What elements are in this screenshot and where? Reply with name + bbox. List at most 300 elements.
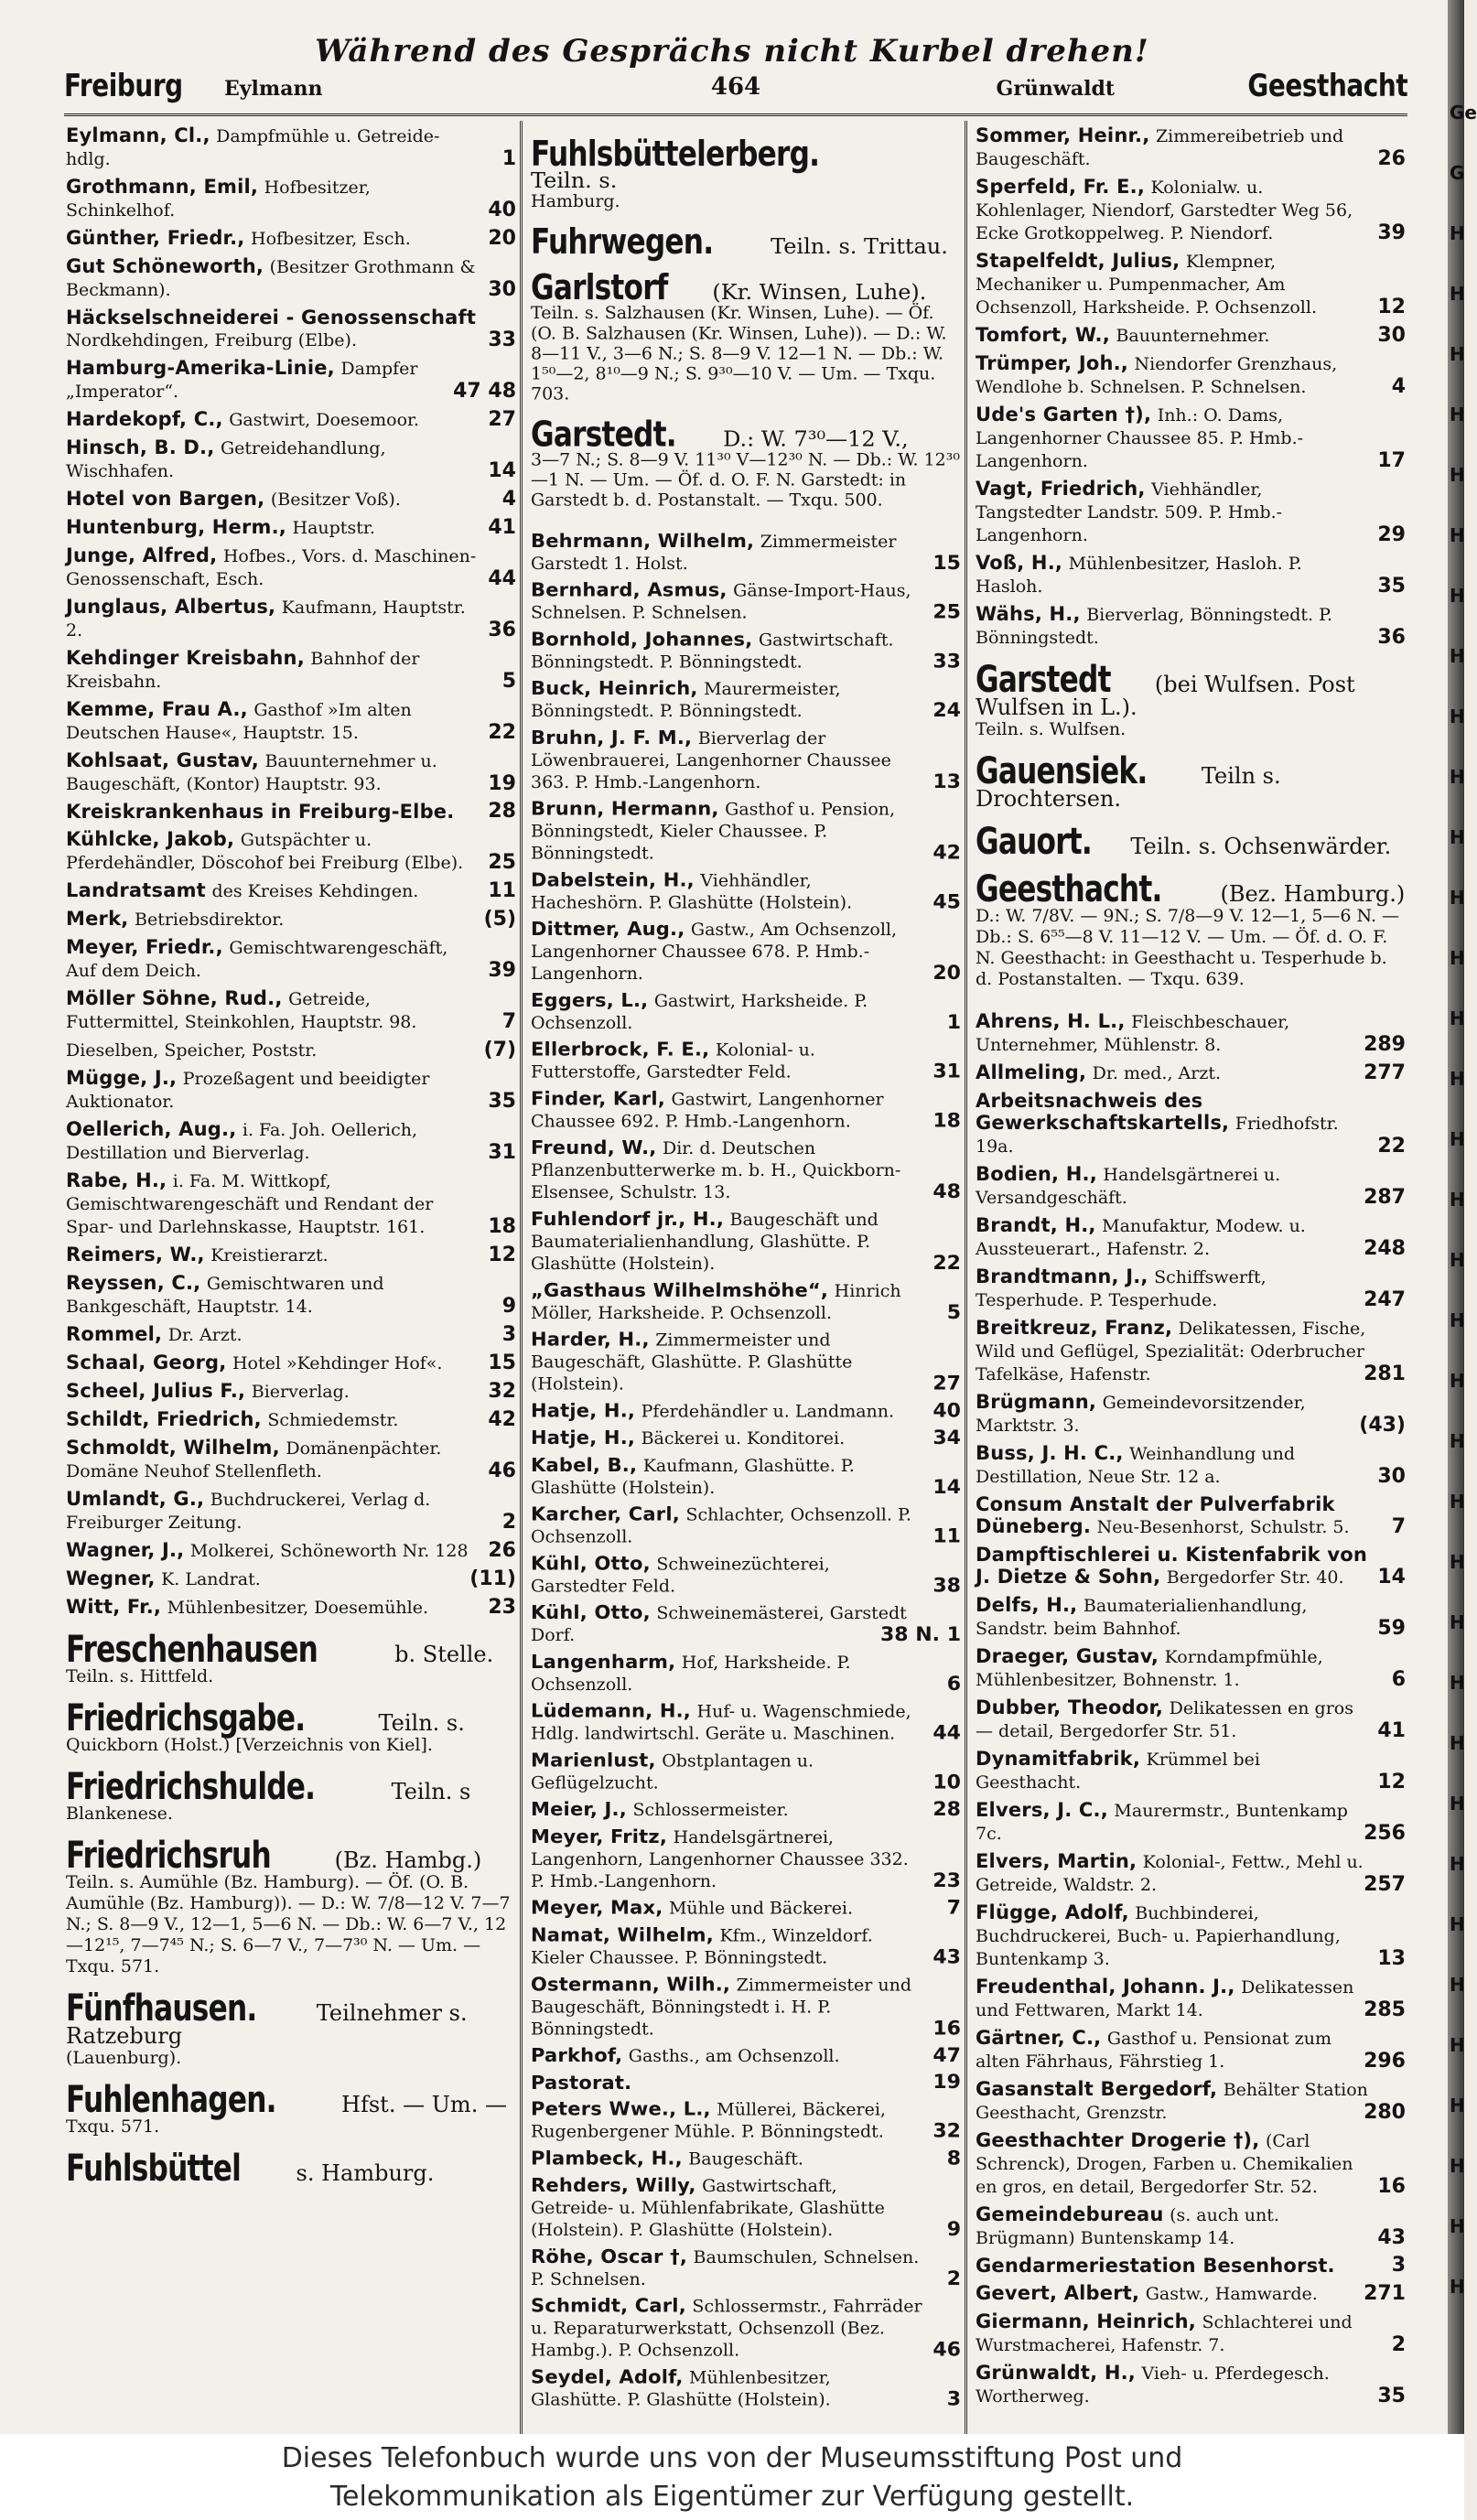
- listing-entry: [976, 1594, 1406, 1640]
- listing-name: Witt, Fr.,: [66, 1596, 162, 1618]
- listing-description: Buchdruckerei, Verlag d. Freiburger Zeitung.: [66, 1490, 431, 1533]
- listing-description: Schmiedemstr.: [267, 1410, 399, 1430]
- place-block: [66, 1697, 516, 1756]
- listing-entry: [976, 603, 1406, 649]
- listing-entry: [976, 1163, 1406, 1209]
- listing-phone-number: 46: [933, 2339, 961, 2362]
- listing-phone-number: 30: [1377, 1465, 1406, 1488]
- adjacent-page-letter: H: [1450, 404, 1465, 425]
- listing-description: Dr. med., Arzt.: [1092, 1063, 1222, 1083]
- listing-description: Gemeindevorsitzender, Marktstr. 3.: [976, 1393, 1306, 1436]
- listing-entry: [531, 1039, 961, 1082]
- listing-phone-number: 39: [488, 959, 516, 982]
- listing-name: Vagt, Friedrich,: [976, 478, 1146, 500]
- adjacent-page-letter: H: [1450, 1430, 1465, 1452]
- listing-name: Finder, Karl,: [531, 1088, 665, 1110]
- listing-entry: [66, 1380, 516, 1403]
- adjacent-page-letters: [1450, 82, 1477, 2317]
- listing-name: Allmeling,: [976, 1061, 1087, 1083]
- listing-entry: [531, 1974, 961, 2040]
- listing-phone-number: 22: [933, 1252, 961, 1275]
- listing-entry: [531, 2295, 961, 2361]
- listing-name: Wegner,: [66, 1567, 156, 1589]
- place-qualifier: Teiln. s. Trittau.: [771, 234, 948, 259]
- listing-entry: [66, 879, 516, 902]
- listing-description: Neu-Besenhorst, Schulstr. 5.: [1096, 1517, 1350, 1537]
- listing-name: Tomfort, W.,: [976, 324, 1110, 346]
- listing-name: Namat, Wilhelm,: [531, 1924, 714, 1946]
- listing-entry: [66, 124, 516, 170]
- listing-description: Hof, Harksheide. P. Ochsenzoll.: [531, 1653, 851, 1695]
- listing-entry: [976, 352, 1406, 398]
- listing-phone-number: 6: [946, 1673, 961, 1696]
- listing-entry: [66, 1244, 516, 1266]
- listing-entry: [976, 2282, 1406, 2305]
- listing-name: Peters Wwe., L.,: [531, 2098, 711, 2120]
- listing-name: Arbeitsnachweis des Gewerkschaftskartells,: [976, 1090, 1230, 1134]
- listing-phone-number: 27: [488, 408, 516, 431]
- adjacent-page-letter: H: [1450, 947, 1465, 969]
- adjacent-page-letter: H: [1450, 1793, 1465, 1815]
- column-3: [976, 124, 1406, 2413]
- listing-entry: [66, 1039, 516, 1061]
- place-heading-line: [66, 2148, 516, 2190]
- listing-phone-number: 2: [946, 2267, 961, 2290]
- place-block: [976, 659, 1406, 740]
- listing-entry: [976, 2310, 1406, 2356]
- listing-phone-number: 22: [488, 721, 516, 744]
- listing-name: Ude's Garten †),: [976, 404, 1152, 425]
- listing-phone-number: 39: [1377, 221, 1406, 244]
- listing-phone-number: 3: [501, 1323, 516, 1346]
- listing-entry: [66, 1352, 516, 1374]
- listing-name: Rehders, Willy,: [531, 2174, 696, 2196]
- listing-description: Krümmel bei Geesthacht.: [976, 1750, 1260, 1793]
- listing-description: Kolonialw. u. Kohlenlager, Niendorf, Garstedter Weg 56, Ecke Grotkoppelweg. P. Niendorf.: [976, 178, 1353, 243]
- listing-name: Huntenburg, Herm.,: [66, 516, 286, 538]
- listing-phone-number: 14: [488, 459, 516, 482]
- listing-entry: [976, 1850, 1406, 1896]
- place-qualifier: Teiln s. Drochtersen.: [976, 763, 1281, 812]
- listing-description: Hofbes., Vors. d. Maschinen-Genossenschaft, Esch.: [66, 546, 477, 589]
- adjacent-page-letter: H: [1450, 2155, 1465, 2177]
- listing-phone-number: 26: [488, 1539, 516, 1562]
- listing-name: Freund, W.,: [531, 1136, 657, 1159]
- listing-description: Gänse-Import-Haus, Schnelsen. P. Schnelsen.: [531, 581, 911, 623]
- listing-phone-number: 23: [933, 1869, 961, 1892]
- header-left-name: Eylmann: [224, 77, 323, 101]
- listing-phone-number: 44: [933, 1722, 961, 1745]
- listing-name: Gasanstalt Bergedorf,: [976, 2078, 1218, 2100]
- listing-description: Bergedorfer Str. 40.: [1166, 1567, 1344, 1588]
- place-heading: Gauort.: [976, 821, 1093, 863]
- listing-description: Zimmereibetrieb und Baugeschäft.: [976, 126, 1344, 169]
- listing-description: Bierverlag der Löwenbrauerei, Langenhorner Chaussee 363. P. Hmb.-Langenhorn.: [531, 728, 891, 792]
- listing-entry: [66, 544, 516, 590]
- listing-description: Handelsgärtnerei, Langenhorn, Langenhorner Chaussee 332. P. Hmb.-Langenhorn.: [531, 1827, 909, 1891]
- listing-name: Mügge, J.,: [66, 1067, 178, 1089]
- listing-description: Vieh- u. Pferdegesch. Wortherweg.: [976, 2364, 1330, 2407]
- listing-entry: [531, 1329, 961, 1395]
- listing-name: Möller Söhne, Rud.,: [66, 987, 283, 1009]
- listing-name: Gendarmeriestation Besenhorst.: [976, 2255, 1335, 2277]
- place-heading-line: [531, 414, 961, 455]
- listing-description: Gastwirtschaft. Bönningstedt. P. Bönningstedt.: [531, 630, 894, 673]
- listing-entry: [66, 1488, 516, 1534]
- listing-name: Rabe, H.,: [66, 1169, 167, 1191]
- listing-description: Schlachterei und Wurstmacherei, Hafenstr. 7.: [976, 2312, 1353, 2355]
- listing-description: Hofbesitzer, Schinkelhof.: [66, 178, 371, 221]
- adjacent-page-letter: H: [1450, 1853, 1465, 1875]
- listing-description: Kreistierarzt.: [210, 1245, 329, 1265]
- listing-phone-number: (43): [1359, 1414, 1406, 1437]
- listing-phone-number: 4: [1391, 375, 1406, 398]
- listing-name: Umlandt, G.,: [66, 1488, 205, 1510]
- listing-entry: [976, 1442, 1406, 1488]
- col2-places: [531, 134, 961, 511]
- listing-name: Giermann, Heinrich,: [976, 2310, 1196, 2332]
- listing-description: Gastw., Hamwarde.: [1145, 2284, 1318, 2304]
- place-block: [531, 414, 961, 511]
- listing-phone-number: 4: [501, 488, 516, 511]
- listing-entry: [66, 1539, 516, 1562]
- listing-entry: [66, 936, 516, 982]
- col3-entries-top: [976, 124, 1406, 649]
- listing-phone-number: 6: [1391, 1668, 1406, 1691]
- listing-name: Brandt, H.,: [976, 1214, 1096, 1236]
- listing-entry: [66, 596, 516, 641]
- listing-name: Breitkreuz, Franz,: [976, 1317, 1173, 1339]
- listing-description: Mühlenbesitzer, Glashütte. P. Glashütte (Holstein).: [531, 2368, 831, 2410]
- place-block: [66, 1766, 516, 1825]
- listing-phone-number: (5): [483, 908, 516, 931]
- listing-phone-number: 3: [1391, 2254, 1406, 2277]
- listing-name: Meyer, Fritz,: [531, 1825, 668, 1847]
- listing-description: Kolonial- u. Futterstoffe, Garstedter Feld.: [531, 1040, 815, 1082]
- listing-phone-number: 34: [933, 1427, 961, 1449]
- place-qualifier: Teilnehmer s. Ratzeburg: [66, 2000, 468, 2049]
- listing-entry: [531, 2045, 961, 2067]
- listing-name: Wagner, J.,: [66, 1539, 185, 1561]
- listing-name: Hinsch, B. D.,: [66, 436, 215, 458]
- listing-entry: [66, 1596, 516, 1619]
- listing-entry: [66, 307, 516, 351]
- listing-phone-number: 5: [501, 670, 516, 693]
- listing-name: Harder, H.,: [531, 1329, 650, 1351]
- listing-description: Gasthof »Im alten Deutschen Hause«, Hauptstr. 15.: [66, 700, 412, 743]
- listing-phone-number: 11: [933, 1525, 961, 1548]
- listing-phone-number: 33: [933, 651, 961, 673]
- listing-entry: [531, 2148, 961, 2170]
- place-heading-line: [66, 1629, 516, 1671]
- listing-name: Buss, J. H. C.,: [976, 1442, 1124, 1464]
- listing-description: Bäckerei u. Konditorei.: [641, 1428, 846, 1448]
- listing-name: Hotel von Bargen,: [66, 488, 265, 510]
- listing-description: Schlossermeister.: [632, 1800, 789, 1820]
- listing-phone-number: 16: [933, 2018, 961, 2041]
- listing-phone-number: 30: [1377, 324, 1406, 347]
- listing-description: Gastwirt, Langenhorner Chaussee 692. P. Hmb.-Langenhorn.: [531, 1090, 884, 1132]
- listing-entry: [66, 516, 516, 539]
- listing-description: Kolonial-, Fettw., Mehl u. Getreide, Waldstr. 2.: [976, 1852, 1364, 1895]
- listing-entry: [531, 1553, 961, 1597]
- adjacent-page-letter: H: [1450, 1611, 1465, 1633]
- listing-description: Fleischbeschauer, Unternehmer, Mühlenstr. 8.: [976, 1012, 1290, 1055]
- listing-phone-number: 271: [1364, 2282, 1406, 2305]
- listing-name: Flügge, Adolf,: [976, 1901, 1129, 1923]
- listing-entry: [976, 2203, 1406, 2249]
- listing-entry: [976, 1645, 1406, 1691]
- listing-entry: [531, 1137, 961, 1203]
- listing-description: Baumaterialienhandlung, Sandstr. beim Bahnhof.: [976, 1596, 1308, 1639]
- listing-description: Gastwirt, Harksheide. P. Ochsenzoll.: [531, 991, 868, 1033]
- listing-entry: [976, 1391, 1406, 1437]
- listing-name: Kabel, B.,: [531, 1454, 638, 1476]
- footer-line-2: Telekommunikation als Eigentümer zur Verfügung gestellt.: [329, 2481, 1135, 2513]
- listing-description: Gastwirt, Doesemoor.: [229, 410, 420, 430]
- listing-entry: [66, 255, 516, 301]
- listing-phone-number: 2: [501, 1511, 516, 1534]
- place-heading-line: [66, 1835, 516, 1877]
- listing-description: i. Fa. M. Wittkopf, Gemischtwarengeschäft und Rendant der Spar- und Darlehnskasse, Hauptstr. 161.: [66, 1171, 434, 1237]
- listing-entry: [66, 987, 516, 1033]
- place-heading: Fuhlsbüttel: [66, 2148, 242, 2190]
- listing-phone-number: 1: [501, 147, 516, 170]
- listing-phone-number: 47 48: [453, 380, 516, 403]
- listing-entry: [976, 1976, 1406, 2021]
- listing-phone-number: 14: [1377, 1566, 1406, 1588]
- listing-name: Scheel, Julius F.,: [66, 1380, 246, 1402]
- listing-entry: [66, 828, 516, 874]
- listing-name: Oellerich, Aug.,: [66, 1118, 237, 1140]
- listing-description: Viehhändler, Hacheshörn. P. Glashütte (Holstein).: [531, 871, 853, 913]
- place-qualifier: (bei Wulfsen. Post Wulfsen in L.).: [976, 672, 1355, 720]
- listing-name: Trümper, Joh.,: [976, 352, 1128, 374]
- listing-description: Gasthof u. Pension, Bönningstedt, Kieler Chaussee. P. Bönningstedt.: [531, 800, 896, 864]
- listing-description: Mühle und Bäckerei.: [668, 1899, 854, 1919]
- listing-phone-number: 256: [1364, 1822, 1406, 1845]
- adjacent-page-letter: H: [1450, 585, 1465, 607]
- listing-name: Brunn, Hermann,: [531, 798, 719, 820]
- listing-name: Delfs, H.,: [976, 1594, 1078, 1616]
- listing-entry: [976, 176, 1406, 244]
- listing-entry: [531, 1897, 961, 1919]
- place-qualifier: D.: W. 7³⁰—12 V.,: [723, 426, 909, 452]
- listing-phone-number: 42: [488, 1408, 516, 1431]
- listing-phone-number: 25: [488, 851, 516, 874]
- listing-entry: [531, 629, 961, 673]
- listing-entry: [531, 727, 961, 793]
- listing-phone-number: 59: [1377, 1617, 1406, 1640]
- listing-description: i. Fa. Joh. Oellerich, Destillation und Bierverlag.: [66, 1120, 418, 1163]
- listing-phone-number: 285: [1364, 1998, 1406, 2021]
- listing-description: Obstplantagen u. Geflügelzucht.: [531, 1751, 814, 1793]
- listing-entry: [531, 1209, 961, 1275]
- listing-name: Kühl, Otto,: [531, 1601, 651, 1623]
- listing-name: Brügmann,: [976, 1391, 1097, 1413]
- listing-entry: [531, 1826, 961, 1892]
- listing-phone-number: 15: [933, 552, 961, 575]
- listing-phone-number: 18: [488, 1215, 516, 1238]
- listing-description: Gastwirtschaft, Getreide- u. Mühlenfabrikate, Glashütte (Holstein). P. Glashütte (Holstein).: [531, 2176, 885, 2240]
- place-block: [66, 1987, 516, 2069]
- listing-name: Elvers, J. C.,: [976, 1799, 1108, 1821]
- listing-name: Marienlust,: [531, 1750, 656, 1772]
- adjacent-page-letter: G: [1450, 162, 1465, 184]
- col2-entries: [531, 531, 961, 2411]
- place-heading: Friedrichshulde.: [66, 1766, 316, 1808]
- listing-phone-number: 280: [1364, 2101, 1406, 2124]
- listing-description: Prozeßagent und beeidigter Auktionator.: [66, 1069, 430, 1112]
- listing-name: Hatje, H.,: [531, 1427, 636, 1448]
- listing-entry: [976, 404, 1406, 472]
- listing-description: Kaufmann, Hauptstr. 2.: [66, 598, 466, 641]
- listing-description: Betriebsdirektor.: [134, 910, 285, 930]
- listing-phone-number: 12: [1377, 296, 1406, 318]
- place-note: Txqu. 571.: [66, 2116, 160, 2137]
- listing-name: Draeger, Gustav,: [976, 1645, 1159, 1667]
- listing-phone-number: 287: [1364, 1186, 1406, 1209]
- place-qualifier: Teiln. s.: [378, 1710, 465, 1736]
- adjacent-page-letter: H: [1450, 1913, 1465, 1935]
- place-note: Teiln. s. Wulfsen.: [976, 719, 1127, 739]
- listing-description: Schweinemästerei, Garstedt Dorf.: [531, 1603, 907, 1645]
- listing-entry: [531, 2175, 961, 2241]
- listing-phone-number: 281: [1364, 1362, 1406, 1385]
- listing-entry: [531, 2366, 961, 2410]
- listing-entry: [976, 324, 1406, 347]
- listing-entry: [976, 1544, 1406, 1588]
- listing-name: Günther, Friedr.,: [66, 227, 245, 249]
- listing-entry: [976, 1090, 1406, 1158]
- listing-phone-number: 11: [488, 879, 516, 902]
- listing-entry: [531, 2073, 961, 2094]
- listing-entry: [976, 1061, 1406, 1084]
- listing-phone-number: 20: [488, 227, 516, 250]
- listing-name: Röhe, Oscar †,: [531, 2245, 687, 2267]
- listing-entry: [976, 2027, 1406, 2073]
- listing-phone-number: 41: [1377, 1719, 1406, 1742]
- listing-name: Bernhard, Asmus,: [531, 579, 728, 601]
- adjacent-page-letter: H: [1450, 1309, 1465, 1331]
- column-divider: [965, 121, 967, 2436]
- listing-description: Mühlenbesitzer, Hasloh. P. Hasloh.: [976, 554, 1302, 597]
- listing-name: Merk,: [66, 908, 129, 930]
- listing-description: Hauptstr.: [292, 518, 375, 538]
- listing-entry: [66, 1323, 516, 1346]
- listing-entry: [66, 357, 516, 403]
- place-qualifier: s. Hamburg.: [296, 2160, 435, 2186]
- place-qualifier: (Bz. Hambg.): [334, 1847, 482, 1873]
- place-heading: Geesthacht.: [976, 868, 1162, 910]
- adjacent-page-letter: H: [1450, 2276, 1465, 2298]
- place-heading-line: [66, 1766, 516, 1808]
- listing-name: Schildt, Friedrich,: [66, 1408, 262, 1430]
- listing-name: Landratsamt: [66, 879, 206, 901]
- listing-name: Häckselschneiderei - Genossenschaft: [66, 307, 477, 328]
- listing-name: Fuhlendorf jr., H.,: [531, 1208, 725, 1230]
- listing-entry: [976, 1265, 1406, 1311]
- place-block: [531, 267, 961, 404]
- place-note: Blankenese.: [66, 1804, 173, 1824]
- listing-description: (s. auch unt. Brügmann) Buntenskamp 14.: [976, 2205, 1279, 2248]
- listing-phone-number: 13: [1377, 1947, 1406, 1970]
- place-heading-line: [66, 2079, 516, 2121]
- footer-notice: [0, 2434, 1464, 2520]
- listing-name: Schmidt, Carl,: [531, 2295, 686, 2317]
- listing-phone-number: 25: [933, 601, 961, 624]
- listing-entry: [976, 552, 1406, 598]
- listing-entry: [66, 176, 516, 221]
- place-heading-line: [66, 1987, 516, 2049]
- listing-description: Dampfer „Imperator“.: [66, 359, 418, 402]
- adjacent-page-letter: H: [1450, 826, 1465, 848]
- listing-description: Dieselben, Speicher, Poststr.: [66, 1040, 318, 1061]
- listing-phone-number: 5: [946, 1301, 961, 1324]
- col1-entries: [66, 124, 516, 1619]
- listing-description: Klempner, Mechaniker u. Pumpenmacher, Am Ochsenzoll, Harksheide. P. Ochsenzoll.: [976, 252, 1317, 318]
- listing-name: Grothmann, Emil,: [66, 176, 259, 198]
- adjacent-page-letter: H: [1450, 1189, 1465, 1211]
- listing-entry: [531, 678, 961, 722]
- listing-name: Junglaus, Albertus,: [66, 596, 276, 618]
- place-block: [531, 221, 961, 263]
- listing-entry: [66, 1408, 516, 1431]
- adjacent-page-letter: H: [1450, 705, 1465, 727]
- listing-name: Reimers, W.,: [66, 1244, 205, 1265]
- listing-name: Langenharm,: [531, 1651, 676, 1673]
- listing-name: Kühl, Otto,: [531, 1553, 651, 1575]
- listing-phone-number: 20: [933, 962, 961, 985]
- listing-phone-number: 30: [488, 278, 516, 301]
- listing-phone-number: 19: [488, 772, 516, 795]
- listing-phone-number: 15: [488, 1352, 516, 1374]
- place-qualifier: Teiln. s: [391, 1779, 471, 1804]
- place-block: [976, 821, 1406, 863]
- listing-description: (Besitzer Grothmann & Beckmann).: [66, 257, 476, 300]
- place-heading: Garstedt: [976, 659, 1111, 701]
- listing-name: Parkhof,: [531, 2044, 623, 2066]
- listing-name: Junge, Alfred,: [66, 544, 218, 566]
- listing-name: Ahrens, H. L.,: [976, 1010, 1126, 1032]
- listing-name: Geesthachter Drogerie †),: [976, 2129, 1260, 2151]
- listing-description: Kfm., Winzeldorf. Kieler Chaussee. P. Bönningstedt.: [531, 1926, 873, 1968]
- listing-entry: [976, 2255, 1406, 2277]
- listing-phone-number: 35: [488, 1090, 516, 1113]
- listing-name: Ellerbrock, F. E.,: [531, 1039, 710, 1061]
- listing-description: Schlossermstr., Fahrräder u. Reparaturwerkstatt, Ochsenzoll (Bez. Hambg.). P. Ochsenzoll.: [531, 2297, 922, 2361]
- listing-description: Korndampfmühle, Mühlenbesitzer, Bohnenstr. 1.: [976, 1647, 1323, 1690]
- listing-name: Wähs, H.,: [976, 603, 1081, 625]
- place-heading: Fuhrwegen.: [531, 221, 714, 263]
- listing-entry: [66, 436, 516, 482]
- place-qualifier: Hfst. — Um. —: [341, 2092, 507, 2117]
- listing-entry: [976, 2078, 1406, 2124]
- place-heading-line: [976, 750, 1406, 812]
- listing-description: Gemischtwarengeschäft, Auf dem Deich.: [66, 938, 448, 981]
- adjacent-page-letter: H: [1450, 887, 1465, 909]
- adjacent-page-letter: H: [1450, 1068, 1465, 1090]
- listing-entry: [66, 408, 516, 431]
- place-heading: Garstedt.: [531, 414, 676, 455]
- listing-entry: [531, 1799, 961, 1821]
- listing-name: Plambeck, H.,: [531, 2148, 683, 2170]
- listing-name: Rommel,: [66, 1323, 163, 1345]
- listing-description: Pferdehändler u. Landmann.: [641, 1401, 895, 1422]
- listing-entry: [976, 1748, 1406, 1793]
- listing-entry: [66, 801, 516, 823]
- adjacent-page-letter: H: [1450, 766, 1465, 788]
